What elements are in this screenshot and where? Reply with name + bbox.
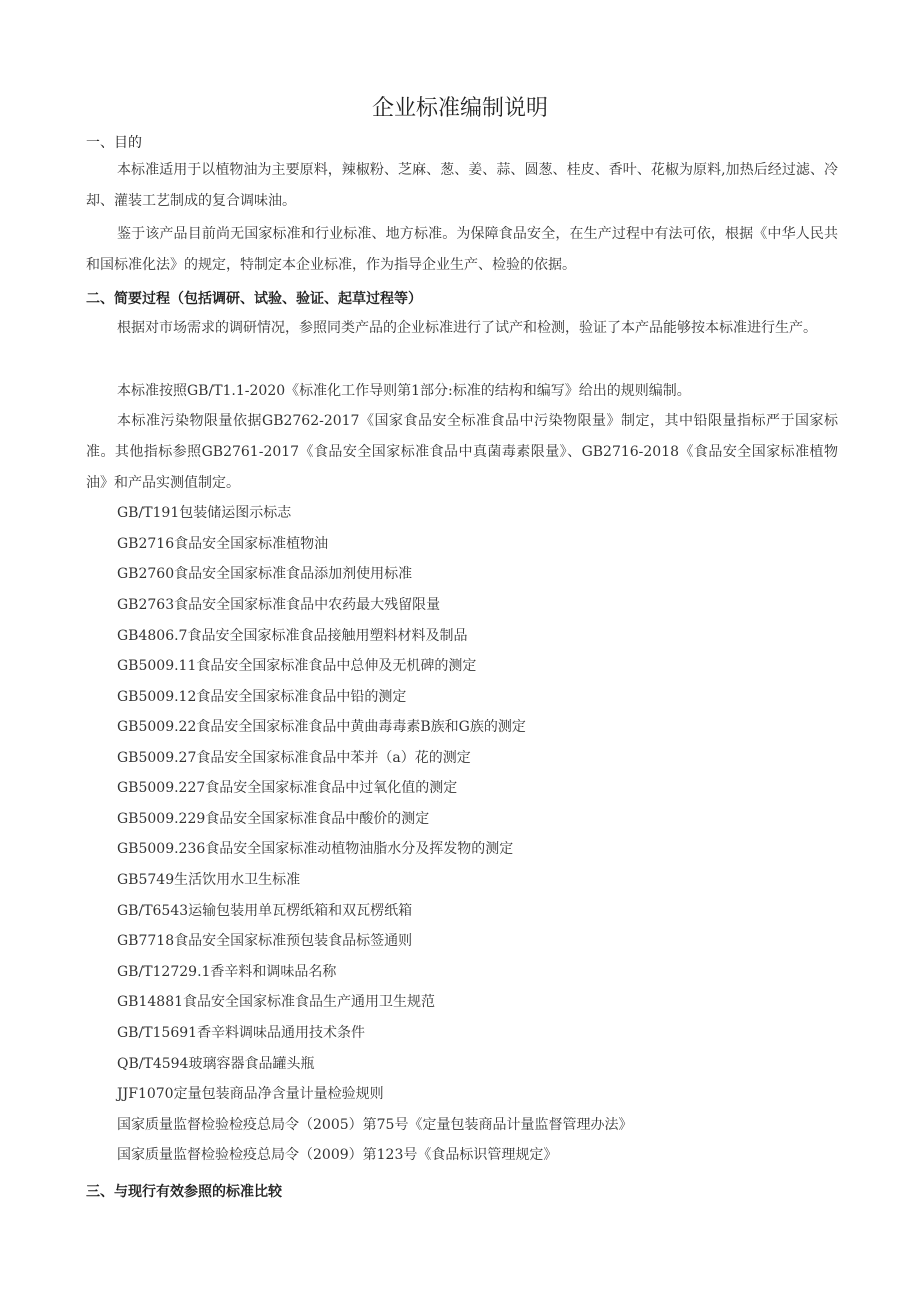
- reference-item: GB7718食品安全国家标准预包装食品标签通则: [117, 933, 413, 949]
- reference-item: QB/T4594玻璃容器食品罐头瓶: [117, 1056, 315, 1072]
- paragraph-research: 根据对市场需求的调研情况，参照同类产品的企业标准进行了试产和检测，验证了本产品能够按本标准进行生产。: [117, 320, 817, 336]
- reference-item: JJF1070定量包装商品净含量计量检验规则: [117, 1086, 384, 1102]
- reference-item: GB5009.22食品安全国家标准食品中黄曲毒毒素B族和G族的测定: [117, 719, 526, 735]
- reference-item: GB5749生活饮用水卫生标准: [117, 872, 301, 888]
- reference-item: 国家质量监督检验检疫总局令（2009）第123号《食品标识管理规定》: [117, 1147, 558, 1163]
- reference-item: GB2763食品安全国家标准食品中农药最大残留限量: [117, 597, 441, 613]
- section-heading-process: 二、简要过程（包括调研、试验、验证、起草过程等）: [86, 291, 422, 307]
- paragraph-contaminant-limits: 本标准污染物限量依据GB2762-2017《国家食品安全标准食品中污染物限量》制定，其中铅限量指标严于国家标准。其他指标参照GB2761-2017《食品安全国家标准食品中真菌毒素限量》、GB2716-2018《食品安全国家标准植物油》和产品实测值制定。: [86, 413, 838, 491]
- reference-item: GB5009.11食品安全国家标准食品中总伸及无机碑的测定: [117, 658, 477, 674]
- reference-item: GB5009.12食品安全国家标准食品中铅的测定: [117, 689, 407, 705]
- reference-item: GB5009.229食品安全国家标准食品中酸价的测定: [117, 811, 430, 827]
- section-heading-purpose: 一、目的: [86, 135, 142, 151]
- paragraph-scope: 本标准适用于以植物油为主要原料，辣椒粉、芝麻、葱、姜、蒜、圆葱、桂皮、香叶、花椒为原料,加热后经过滤、冷却、灌装工艺制成的复合调味油。: [86, 162, 838, 209]
- reference-item: 国家质量监督检验检疫总局令（2005）第75号《定量包装商品计量监督管理办法》: [117, 1117, 633, 1133]
- section-heading-comparison: 三、与现行有效参照的标准比较: [86, 1184, 282, 1200]
- reference-item: GB4806.7食品安全国家标准食品接触用塑料材料及制品: [117, 628, 468, 644]
- reference-item: GB2760食品安全国家标准食品添加剂使用标准: [117, 566, 413, 582]
- document-title: 企业标准编制说明: [371, 96, 548, 121]
- reference-item: GB5009.236食品安全国家标准动植物油脂水分及挥发物的测定: [117, 841, 514, 857]
- reference-item: GB5009.27食品安全国家标准食品中苯并（a）花的测定: [117, 750, 471, 766]
- reference-item: GB/T12729.1香辛料和调味品名称: [117, 964, 337, 980]
- reference-item: GB14881食品安全国家标准食品生产通用卫生规范: [117, 994, 436, 1010]
- reference-item: GB5009.227食品安全国家标准食品中过氧化值的测定: [117, 780, 458, 796]
- paragraph-drafting-rules: 本标准按照GB/T1.1-2020《标准化工作导则第1部分:标准的结构和编写》给出的规则编制。: [117, 383, 691, 399]
- reference-item: GB/T191包装储运图示标志: [117, 505, 292, 521]
- reference-item: GB2716食品安全国家标准植物油: [117, 536, 329, 552]
- reference-item: GB/T15691香辛料调味品通用技术条件: [117, 1025, 366, 1041]
- reference-item: GB/T6543运输包装用单瓦楞纸箱和双瓦楞纸箱: [117, 903, 413, 919]
- paragraph-rationale: 鉴于该产品目前尚无国家标准和行业标准、地方标准。为保障食品安全，在生产过程中有法可依，根据《中华人民共和国标准化法》的规定，特制定本企业标准，作为指导企业生产、检验的依据。: [86, 226, 838, 273]
